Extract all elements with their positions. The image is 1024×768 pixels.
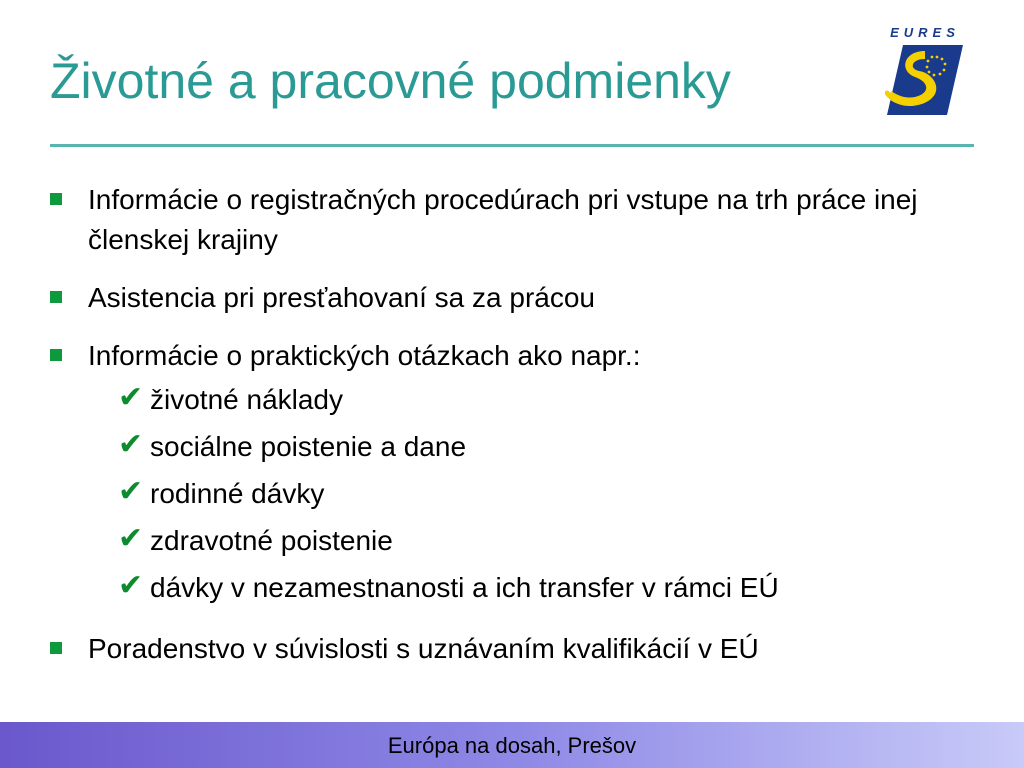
bullet-text: Poradenstvo v súvislosti s uznávaním kvalifikácií v EÚ [88, 633, 759, 664]
bullet-text: Informácie o praktických otázkach ako napr.: [88, 340, 641, 371]
eures-logo-text: EURES [890, 25, 960, 40]
footer-text: Európa na dosah, Prešov [387, 733, 637, 758]
square-bullet-icon [50, 642, 62, 654]
checklist-item [118, 423, 990, 470]
bullet-list [50, 180, 990, 687]
checkmark-icon: ✔ [118, 380, 144, 415]
checkmark-icon: ✔ [118, 521, 144, 556]
bullet-item [50, 180, 990, 260]
checklist [88, 376, 990, 611]
checkmark-icon: ✔ [118, 427, 144, 462]
eures-logo [885, 25, 965, 120]
checklist-text: dávky v nezamestnanosti a ich transfer v rámci EÚ [150, 572, 779, 603]
square-bullet-icon [50, 291, 62, 303]
checklist-item [118, 470, 990, 517]
bullet-text: Informácie o registračných procedúrach pri vstupe na trh práce inej členskej krajiny [88, 184, 918, 255]
checklist-item [118, 517, 990, 564]
square-bullet-icon [50, 349, 62, 361]
square-bullet-icon [50, 193, 62, 205]
title-divider [50, 144, 974, 147]
checklist-text: sociálne poistenie a dane [150, 431, 467, 462]
footer-bar [0, 722, 1024, 768]
checkmark-icon: ✔ [118, 474, 144, 509]
eures-logo-icon [885, 41, 965, 119]
checklist-item [118, 564, 990, 611]
bullet-text: Asistencia pri presťahovaní sa za prácou [88, 282, 595, 313]
slide-title: Životné a pracovné podmienky [50, 53, 731, 109]
checkmark-icon: ✔ [118, 568, 144, 603]
checklist-item [118, 376, 990, 423]
bullet-item [50, 629, 990, 669]
checklist-text: životné náklady [150, 384, 344, 415]
bullet-item [50, 278, 990, 318]
checklist-text: zdravotné poistenie [150, 525, 393, 556]
checklist-text: rodinné dávky [150, 478, 325, 509]
bullet-item [50, 336, 990, 611]
